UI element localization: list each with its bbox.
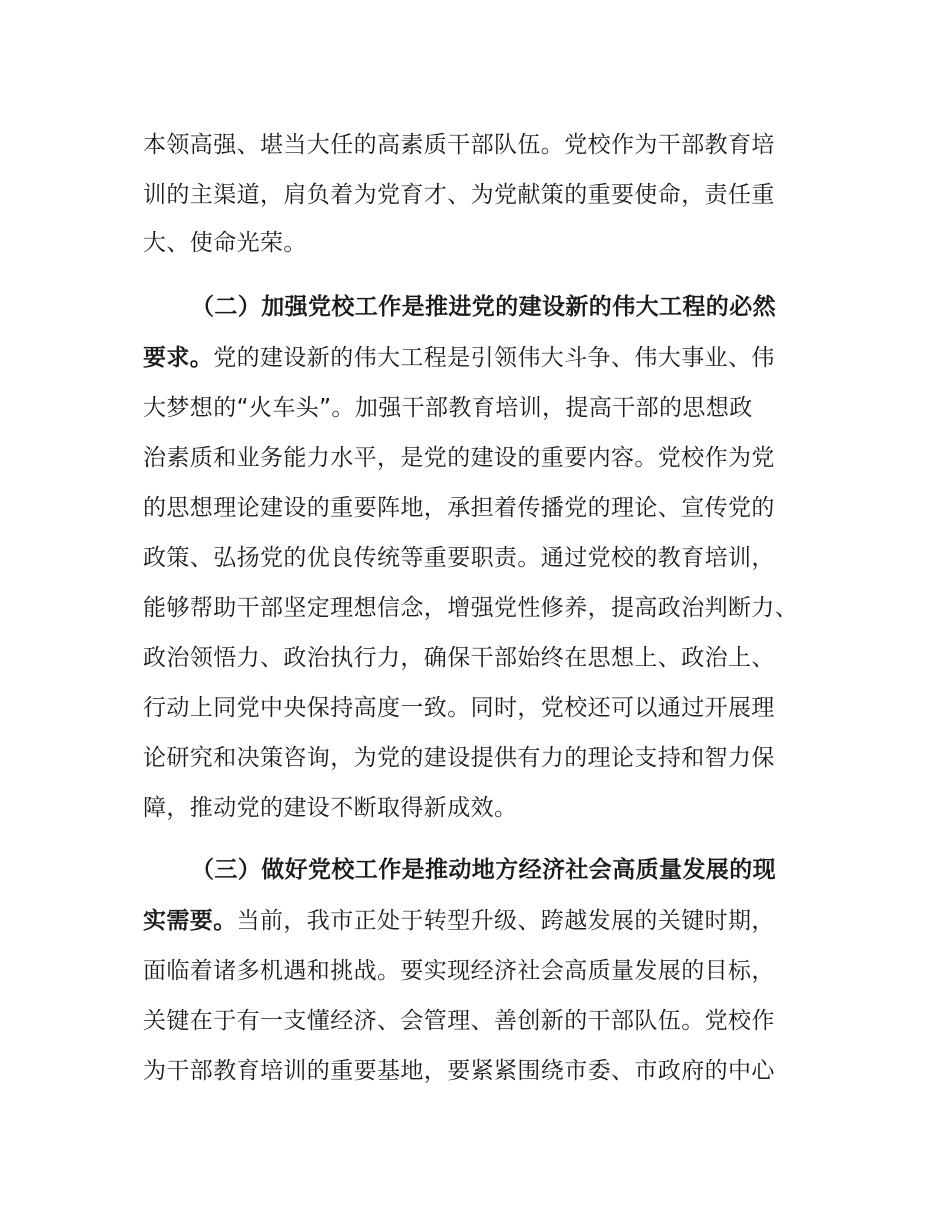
paragraph-line: 关键在于有一支懂经济、会管理、善创新的干部队伍。党校作 bbox=[143, 1008, 775, 1034]
paragraph-line bbox=[143, 343, 775, 373]
section-heading-3: （三）做好党校工作是推动地方经济社会高质量发展的现 bbox=[191, 857, 776, 883]
paragraph-line: 能够帮助干部坚定理想信念，增强党性修养，提高政治判断力、 bbox=[143, 595, 799, 621]
paragraph-text: 当前，我市正处于转型升级、跨越发展的关键时期， bbox=[236, 908, 775, 934]
paragraph-line: 训的主渠道，肩负着为党育才、为党献策的重要使命，责任重 bbox=[143, 182, 775, 208]
section-heading-2-end: 要求。 bbox=[143, 345, 214, 371]
paragraph-line: 论研究和决策咨询，为党的建设提供有力的理论支持和智力保 bbox=[143, 745, 775, 771]
section-heading-3-end: 实需要。 bbox=[143, 908, 237, 934]
paragraph-line: 行动上同党中央保持高度一致。同时，党校还可以通过开展理 bbox=[143, 695, 775, 721]
paragraph-line: 的思想理论建设的重要阵地，承担着传播党的理论、宣传党的 bbox=[143, 495, 775, 521]
paragraph-line: 面临着诸多机遇和挑战。要实现经济社会高质量发展的目标， bbox=[143, 958, 775, 984]
paragraph-line: 政策、弘扬党的优良传统等重要职责。通过党校的教育培训， bbox=[143, 545, 775, 571]
paragraph-line: 为干部教育培训的重要基地，要紧紧围绕市委、市政府的中心 bbox=[143, 1058, 775, 1084]
paragraph-line: 治素质和业务能力水平，是党的建设的重要内容。党校作为党 bbox=[143, 445, 775, 471]
paragraph-text: 党的建设新的伟大工程是引领伟大斗争、伟大事业、伟 bbox=[213, 345, 775, 371]
paragraph-line: 本领高强、堪当大任的高素质干部队伍。党校作为干部教育培 bbox=[143, 132, 775, 158]
paragraph-line: 大、使命光荣。 bbox=[143, 230, 307, 256]
paragraph-line: 政治领悟力、政治执行力，确保干部始终在思想上、政治上、 bbox=[143, 645, 775, 671]
paragraph-line: 大梦想的“火车头”。加强干部教育培训，提高干部的思想政 bbox=[143, 395, 753, 421]
paragraph-line bbox=[143, 906, 775, 936]
paragraph-line: 障，推动党的建设不断取得新成效。 bbox=[143, 795, 518, 821]
section-heading-2: （二）加强党校工作是推进党的建设新的伟大工程的必然 bbox=[191, 294, 776, 320]
